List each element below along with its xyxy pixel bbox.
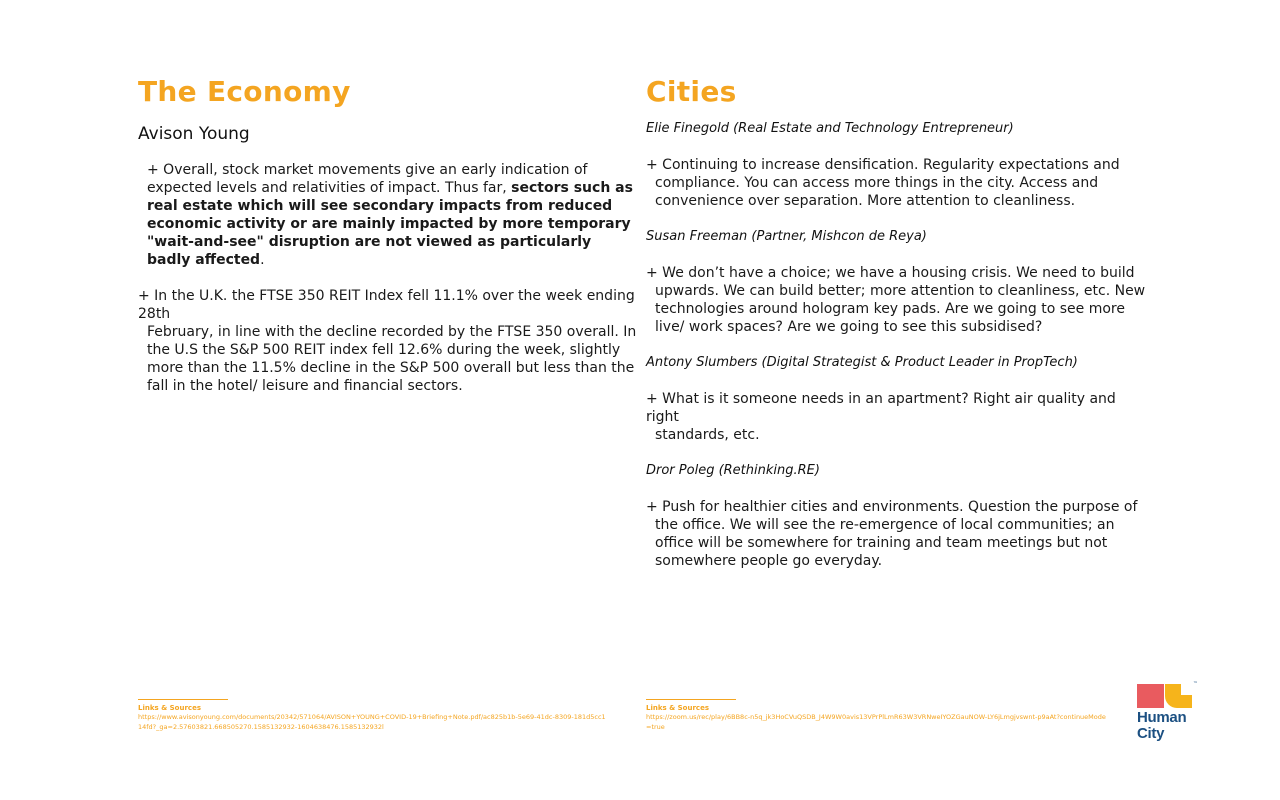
bullet-text-suffix: . xyxy=(260,252,265,268)
bullet-first-line: + Continuing to increase densification. Regularity expectations and xyxy=(646,157,1120,173)
footer-divider xyxy=(138,699,228,700)
quote-bullet xyxy=(646,498,1146,570)
footer-title: Links & Sources xyxy=(138,704,201,712)
bullet-rest: February, in line with the decline recorded by the FTSE 350 overall. In the U.S the S&P 500 REIT index fell 12.6% during the week, slightly more than the 11.5% decline in the S&P 500 overall but less than the fall in the hotel/ leisure and financial sectors. xyxy=(147,324,637,394)
footer-title: Links & Sources xyxy=(646,704,709,712)
bullet-text-prefix: + Overall, stock market movements give an early indication of expected levels and relativities of impact. Thus far, xyxy=(147,162,588,196)
bullet-first-line: + Push for healthier cities and environments. Question the purpose of xyxy=(646,499,1138,515)
quote-bullet xyxy=(646,156,1146,210)
person-name: Elie Finegold (Real Estate and Technology Entrepreneur) xyxy=(646,121,1014,136)
bullet-rest: upwards. We can build better; more attention to cleanliness, etc. New technologies around hologram key pads. Are we going to see more live/ work spaces? Are we going to see this subsidised? xyxy=(655,283,1146,335)
economy-column xyxy=(138,74,638,395)
bullet-rest: compliance. You can access more things in the city. Access and convenience over separation. More attention to cleanliness. xyxy=(655,175,1099,209)
footer-divider xyxy=(646,699,736,700)
person-name: Susan Freeman (Partner, Mishcon de Reya) xyxy=(646,229,927,244)
bullet-first-line: + We don’t have a choice; we have a housing crisis. We need to build xyxy=(646,265,1135,281)
person-name: Dror Poleg (Rethinking.RE) xyxy=(646,463,820,478)
economy-bullet-stock-market xyxy=(138,161,638,269)
bullet-first-line: + What is it someone needs in an apartment? Right air quality and right xyxy=(646,391,1116,425)
economy-bullet-reit-index xyxy=(138,287,638,395)
logo-trademark: ™ xyxy=(1193,681,1198,687)
footer-sources-left xyxy=(138,699,608,732)
source-link[interactable]: https://www.avisonyoung.com/documents/20342/571064/AVISON+YOUNG+COVID-19+Briefing+Note.pdf/ac825b1b-5e69-41dc-8309-181d5cc114fd?_ga=2.57603821.668505270.1585132932-1604638476.1585132932l xyxy=(138,713,606,731)
quote-bullet xyxy=(646,390,1146,444)
person-name: Antony Slumbers (Digital Strategist & Product Leader in PropTech) xyxy=(646,355,1078,370)
avison-young-subheading: Avison Young xyxy=(138,124,250,144)
logo-notch xyxy=(1181,684,1192,695)
cities-quotes-list xyxy=(646,120,1146,570)
cities-column xyxy=(646,74,1146,570)
logo-wordmark xyxy=(1137,710,1186,742)
quote-bullet xyxy=(646,264,1146,336)
logo-red-square xyxy=(1137,684,1164,708)
cities-heading: Cities xyxy=(646,75,737,108)
source-link[interactable]: https://zoom.us/rec/play/6BB8c-n5q_jk3HoCVuQSDB_J4W9W0avis13VPrPlLmR63W3VRNweIYOZGauNOW-LY6jLmgjvswnt-p9aAt?continueMode=true xyxy=(646,713,1106,731)
logo-line-2: City xyxy=(1137,725,1165,742)
bullet-first-line: + In the U.K. the FTSE 350 REIT Index fell 11.1% over the week ending 28th xyxy=(138,288,635,322)
bullet-text-bold: sectors such as real estate which will see secondary impacts from reduced economic activity or are mainly impacted by more temporary "wait-and-see" disruption are not viewed as particularly badly affected xyxy=(147,180,633,268)
human-city-logo xyxy=(1137,683,1203,745)
bullet-rest: the office. We will see the re-emergence of local communities; an office will be somewhere for training and team meetings but not somewhere people go everyday. xyxy=(655,517,1115,569)
bullet-rest: standards, etc. xyxy=(655,427,760,443)
logo-line-1: Human xyxy=(1137,709,1187,726)
footer-sources-right xyxy=(646,699,1106,732)
economy-heading: The Economy xyxy=(138,75,351,108)
